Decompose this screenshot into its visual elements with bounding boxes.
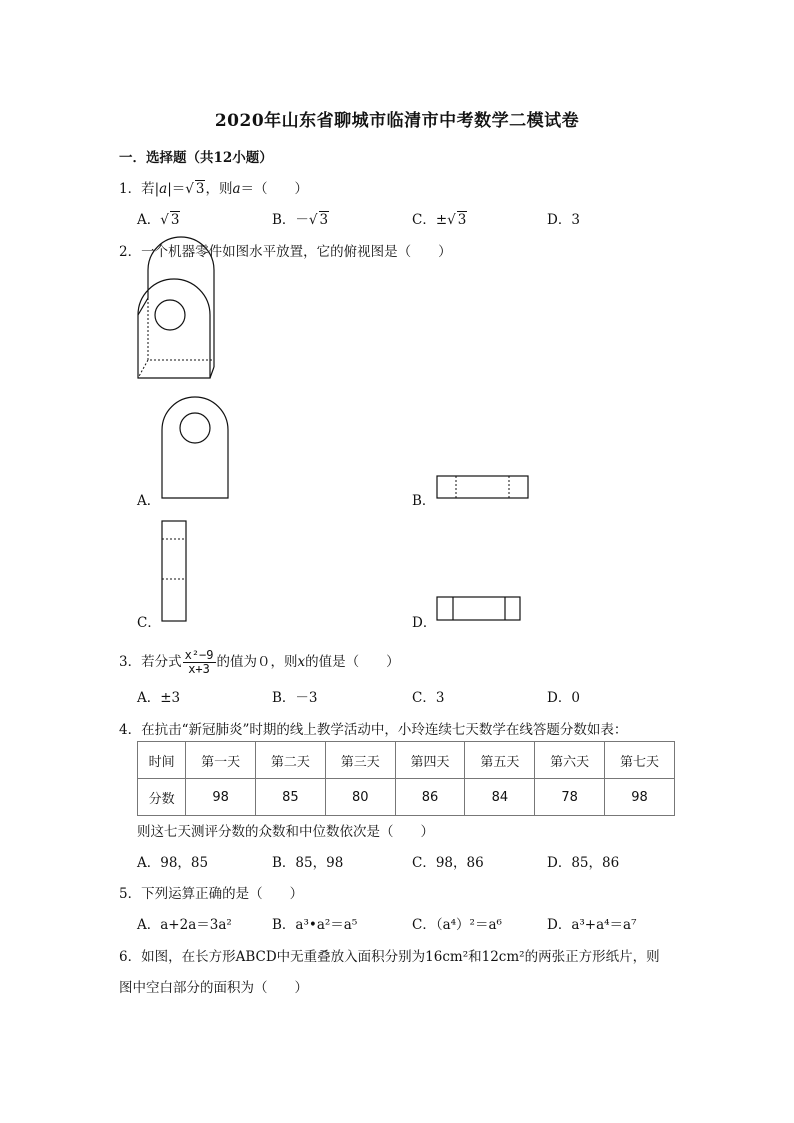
q4-followup: 则这七天测评分数的众数和中位数依次是（ ） xyxy=(137,824,434,840)
q1-var-a: a xyxy=(159,181,168,197)
fraction-denominator: x+3 xyxy=(188,662,210,676)
table-cell: 第一天 xyxy=(186,742,256,779)
q4-option-a: A．98，85 xyxy=(137,855,209,871)
table-cell: 98 xyxy=(605,779,675,816)
q3-suffix: 的值为０，则 xyxy=(216,654,298,670)
q3-option-c: C．3 xyxy=(412,690,445,706)
q2-option-b-label: B． xyxy=(412,493,436,509)
question-6-line-2: 图中空白部分的面积为（ ） xyxy=(119,980,308,996)
question-2-stem: 2．一个机器零件如图水平放置，它的俯视图是（ ） xyxy=(119,244,452,260)
q2-option-d-label: D． xyxy=(412,615,437,631)
section-heading: 一．选择题（共12小题） xyxy=(119,150,273,166)
q1-opt-c-label: C．± xyxy=(412,212,448,228)
table-cell: 84 xyxy=(465,779,535,816)
sqrt-radicand: 3 xyxy=(170,212,180,228)
table-cell: 分数 xyxy=(138,779,186,816)
table-cell: 第七天 xyxy=(605,742,675,779)
table-cell: 86 xyxy=(395,779,465,816)
q1-var-a-2: a xyxy=(232,181,241,197)
sqrt-sign: √ xyxy=(160,212,169,228)
q3-var-x: x xyxy=(297,654,306,670)
table-cell: 85 xyxy=(256,779,326,816)
table-cell: 第五天 xyxy=(465,742,535,779)
table-cell: 第四天 xyxy=(395,742,465,779)
table-cell: 时间 xyxy=(138,742,186,779)
sqrt-radicand: 3 xyxy=(319,212,329,228)
table-cell: 第三天 xyxy=(325,742,395,779)
score-table xyxy=(137,741,675,816)
q5-option-b: B．a³•a²＝a⁵ xyxy=(272,917,358,933)
question-6-line-1: 6．如图，在长方形ABCD中无重叠放入面积分别为16cm²和12cm²的两张正方形纸片，则 xyxy=(119,949,660,965)
q3-prefix: 3．若分式 xyxy=(119,654,182,670)
q5-option-d: D．a³+a⁴＝a⁷ xyxy=(547,917,637,933)
q1-opt-a-label: A． xyxy=(137,212,161,228)
question-5-stem: 5．下列运算正确的是（ ） xyxy=(119,886,304,902)
sqrt-radicand: 3 xyxy=(457,212,467,228)
question-3-stem xyxy=(119,649,400,676)
q4-option-c: C．98，86 xyxy=(412,855,484,871)
table-row xyxy=(138,779,675,816)
q5-option-a: A．a+2a＝3a² xyxy=(137,917,232,933)
table-header-row xyxy=(138,742,675,779)
sqrt-sign: √ xyxy=(185,181,194,197)
fraction-numerator: x²−9 xyxy=(184,648,214,662)
table-cell: 第六天 xyxy=(535,742,605,779)
q2-option-c-label: C． xyxy=(137,615,161,631)
sqrt-sign: √ xyxy=(308,212,318,228)
q1-option-d: D．3 xyxy=(547,212,580,228)
table-cell: 80 xyxy=(325,779,395,816)
q1-opt-b-label: B．－ xyxy=(272,212,309,228)
q3-fraction xyxy=(183,649,216,676)
q4-option-d: D．85，86 xyxy=(547,855,620,871)
q1-suffix2: ＝（ ） xyxy=(240,181,309,197)
table-cell: 98 xyxy=(186,779,256,816)
q1-prefix: 1．若| xyxy=(119,181,160,197)
sqrt-sign: √ xyxy=(447,212,456,228)
table-cell: 第二天 xyxy=(256,742,326,779)
q3-option-d: D．0 xyxy=(547,690,580,706)
sqrt-radicand: 3 xyxy=(195,181,205,197)
q4-option-b: B．85，98 xyxy=(272,855,344,871)
q2-option-a-label: A． xyxy=(137,493,161,509)
question-4-stem: 4．在抗击“新冠肺炎”时期的线上教学活动中，小玲连续七天数学在线答题分数如表： xyxy=(119,722,628,738)
q3-suffix2: 的值是（ ） xyxy=(305,654,400,670)
q1-mid: |＝ xyxy=(167,181,186,197)
table-cell: 78 xyxy=(535,779,605,816)
q1-suffix: ，则 xyxy=(205,181,233,197)
page-title: 2020年山东省聊城市临清市中考数学二模试卷 xyxy=(214,111,580,131)
q5-option-c: C．（a⁴）²＝a⁶ xyxy=(412,917,502,933)
q3-option-a: A．±3 xyxy=(137,690,181,706)
q3-option-b: B．－3 xyxy=(272,690,318,706)
